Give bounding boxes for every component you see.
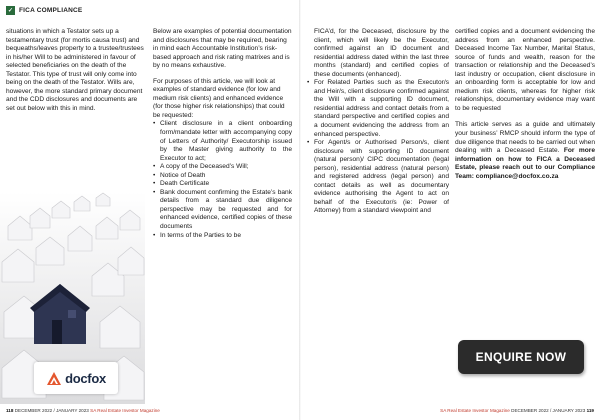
list-item: • Bank document confirming the Estate’s bank details from a standard due diligence perspective may be requested and for enhanced evidence, certified copies of these documents — [160, 189, 292, 232]
page-number-right: 119 — [586, 408, 594, 413]
list-item: • For Related Parties such as the Executor/s and Heir/s, client disclosure confirmed against the Will with a supporting ID document, residential address and contact details from a standard perspective and certified copies and a document evidencing the address from an enhanced perspective. — [314, 79, 449, 139]
footer-issue-right: DECEMBER 2022 / JANUARY 2023 — [511, 408, 586, 413]
list-item: • Client disclosure in a client onboarding form/mandate letter with accompanying copy of Letters of Authority/ Executorship issued by the Master giving authority to the Executor to act; — [160, 120, 292, 163]
column-4 — [455, 28, 595, 188]
compliance-contact[interactable]: For more information on how to FICA a Deceased Estate, please reach out to our Compliance Team: compliance@docfox.co.za — [455, 147, 595, 180]
col3-paragraph: FICA’d, for the Deceased, disclosure by the client, which will likely be the Executor, confirmed against an ID document and residential address dated within the last three months (standard) and certified copies of these documents (enhanced). — [314, 28, 449, 78]
list-item: • Death Certificate — [160, 180, 292, 189]
col2-paragraph-2: For purposes of this article, we will look at examples of standard evidence (for low and medium risk clients) and enhanced evidence (for those higher risk relationships) that could be requested: — [153, 77, 285, 119]
list-item: • Notice of Death — [160, 172, 292, 181]
column-3 — [307, 28, 449, 216]
section-header — [6, 6, 82, 15]
section-title: FICA COMPLIANCE — [19, 7, 83, 14]
footer-magazine-left: SA Real Estate Investor Magazine — [90, 408, 160, 413]
footer-left — [6, 408, 160, 413]
col2-bullet-list — [153, 120, 292, 240]
list-item: • For Agent/s or Authorised Person/s, client disclosure with supporting ID document (natural person)/ CIPC documentation (legal person), residential address (natural person) and registered address (legal person) and contact details as well as documentary evidence authorising the Agent to act on behalf of the Executor/s (ie: Power of Attorney) from a standard viewpoint and — [314, 139, 449, 216]
col2-paragraph-1: Below are examples of potential documentation and disclosures that may be required, bearing in mind each Accountable Institution’s risk-based approach and risk rating matrixes and is by no means exhaustive. — [153, 28, 292, 70]
col1-paragraph: situations in which a Testator sets up a testamentary trust (for mortis causa trust) and bequeaths/leaves property to a trustee/trustees in his/her Will to be administered in favour of selected beneficiaries on the death of the Testator. This type of trust will only come into being on the death of the Testator. Wills are, however, the more standard primary document and the CDD disclosures and documents are set out below with this in mind. — [6, 28, 144, 112]
footer-right — [440, 408, 594, 413]
docfox-brand-text: docfox — [65, 370, 106, 386]
col4-paragraph-1: certified copies and a document evidencing the address from an enhanced perspective. Deceased Income Tax Number, Marital Status, source of funds and wealth, reason for the transaction or relationship and the Deceased’s last industry or occupation, client disclosure in an onboarding form is acceptable for low and medium risk clients, whereas for higher risk relationships, documentary evidence may want to be requested — [455, 28, 595, 112]
column-1 — [6, 28, 144, 113]
footer-magazine-right: SA Real Estate Investor Magazine — [440, 408, 510, 413]
col4-paragraph-2 — [455, 121, 595, 181]
column-2 — [153, 28, 292, 240]
footer-issue-left: DECEMBER 2022 / JANUARY 2023 — [14, 408, 89, 413]
page-number-left: 118 — [6, 408, 14, 413]
enquire-now-button[interactable]: ENQUIRE NOW — [458, 340, 584, 374]
docfox-ad[interactable] — [34, 362, 118, 394]
docfox-logo-icon — [46, 370, 62, 386]
list-item: • In terms of the Parties to be — [160, 232, 292, 241]
col3-bullet-list — [307, 79, 449, 216]
page-gutter — [299, 0, 301, 420]
section-logo-icon: ✓ — [7, 7, 14, 14]
list-item: • A copy of the Deceased’s Will; — [160, 163, 292, 172]
col4-paragraph-2-text: This article serves as a guide and ultimately your business’ RMCP should inform the type of due diligence that needs to be carried out when dealing with a Deceased Estate. — [455, 121, 595, 155]
